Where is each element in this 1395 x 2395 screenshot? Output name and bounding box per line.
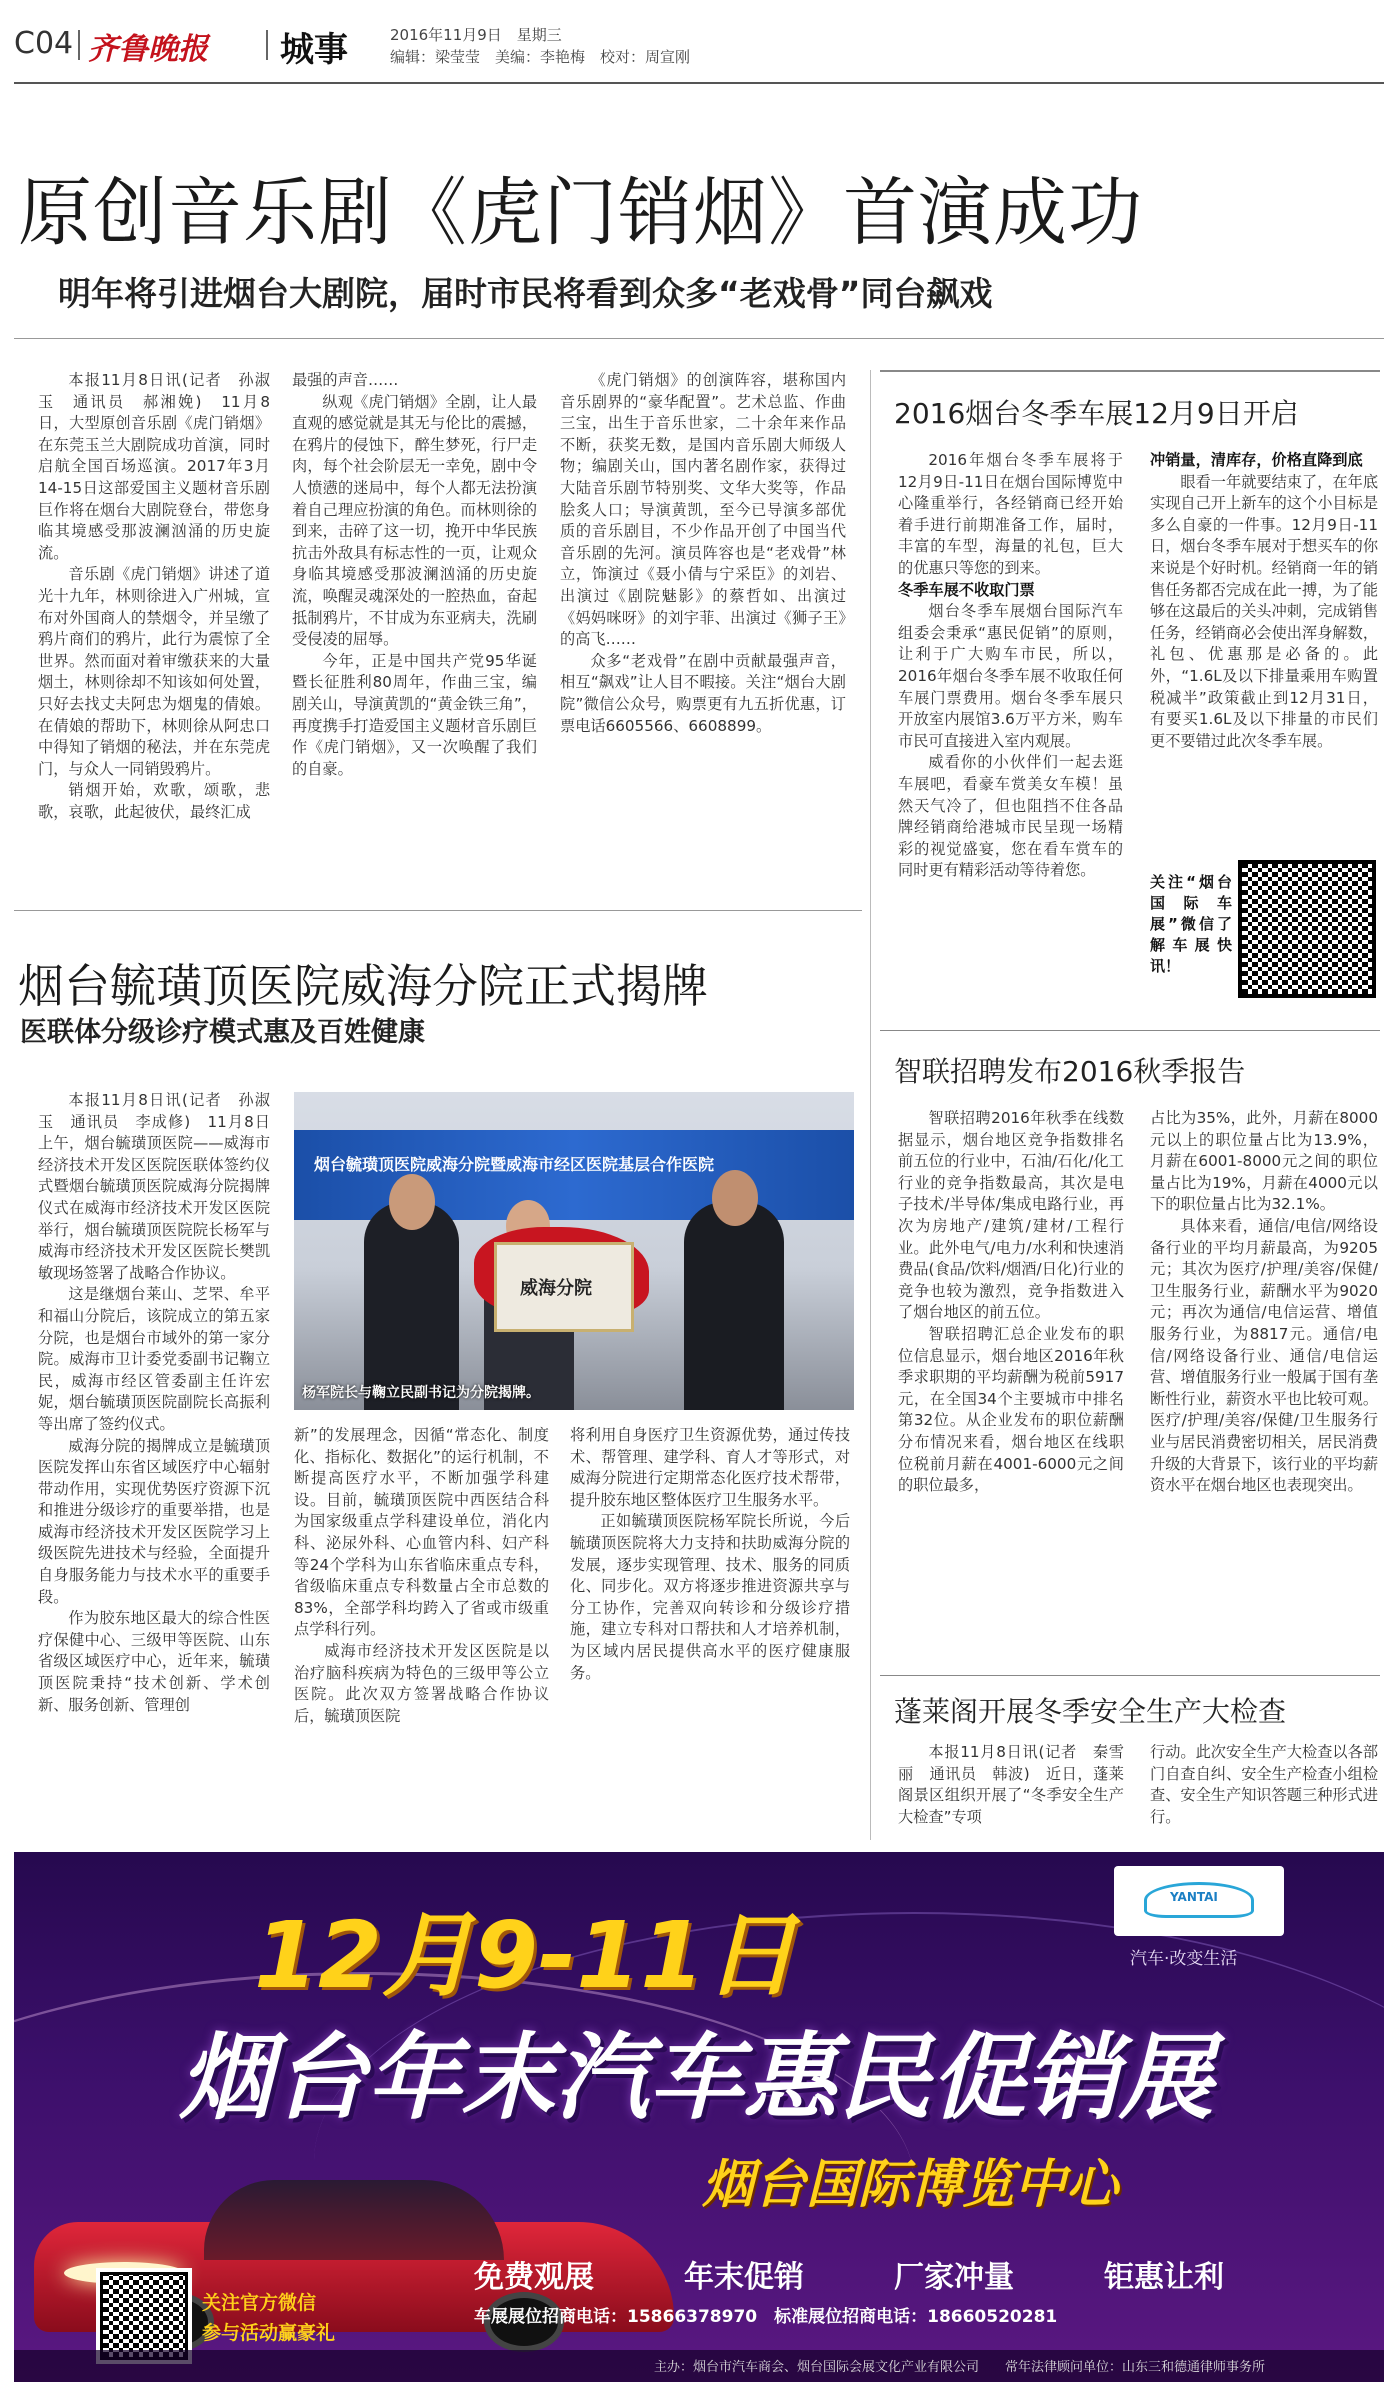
hospital-column-3 <box>570 1425 850 1780</box>
penglai-col1-p1: 本报11月8日讯(记者 秦雪丽 通讯员 韩波) 近日，蓬莱阁景区组织开展了“冬季安全生产大检查”专项 <box>898 1743 1124 1826</box>
lead-rule <box>14 338 1384 339</box>
lead-col1-p2: 音乐剧《虎门销烟》讲述了道光十九年，林则徐进入广州城，宣布对外国商人的禁烟令，并呈缴了鸦片商们的鸦片，此行为震惊了全世界。然而面对着审缴获来的大量烟土，林则徐却不知该如何处置，只好去找丈夫阿忠为烟鬼的倩娘。在倩娘的帮助下，林则徐从阿忠口中得知了销烟的秘法，并在东莞虎门，与众人一同销毁鸦片。 <box>38 565 270 778</box>
zhilian-col1-p1: 智联招聘2016年秋季在线数据显示，烟台地区竞争指数排名前五位的行业中，石油/石化/化工行业的竞争指数最高，其次是电子技术/半导体/集成电路行业，再次为房地产/建筑/建材/工程行业。此外电气/电力/水利和快速消费品(食品/饮料/烟酒/日化)行业的竞争也较为激烈，竞争指数进入了烟台地区的前五位。 <box>898 1109 1124 1322</box>
zhilian-col1-p2: 智联招聘汇总企业发布的职位信息显示，烟台地区2016年秋季求职期的平均薪酬为税前5917元，在全国34个主要城市中排名第32位。从企业发布的职位薪酬分布情况来看，烟台地区在线职位税前月薪在4001-6000元之间的职位最多， <box>898 1324 1124 1495</box>
car-col2-subhead: 冲销量，清库存，价格直降到底 <box>1150 451 1363 469</box>
hosp-col2-p1: 新”的发展理念，因循“常态化、制度化、指标化、数据化”的运行机制，不断提高医疗水平，不断加强学科建设。目前，毓璜顶医院中西医结合科为国家级重点学科建设单位，消化内科、泌尿外科、心血管内科、妇产科等24个学科为山东省临床重点专科，省级临床重点专科数量占全市总数的83%，全部学科均跨入了省或市级重点学科行列。 <box>294 1426 549 1639</box>
person-right-head <box>712 1170 758 1226</box>
hosp-col3-p1: 将利用自身医疗卫生资源优势，通过传技术、帮管理、建学科、育人才等形式，对威海分院进行定期常态化医疗技术帮带，提升胶东地区整体医疗卫生服务水平。 <box>570 1426 850 1509</box>
person-left-head <box>389 1174 435 1230</box>
lead-col2-p2: 纵观《虎门销烟》全剧，让人最直观的感觉就是其无与伦比的震撼，在鸦片的侵蚀下，醉生梦死，行尸走肉，每个社会阶层无一幸免，剧中令人愤懑的迷局中，每个人都无法扮演着自己理应扮演的角色。而林则徐的到来，击碎了这一切，挽开中华民族抗击外敌具有标志性的一页，让观众身临其境感受那波澜汹涌的历史旋流，唤醒灵魂深处的一腔热血，奋起抵制鸦片，不甘成为东亚病夫，洗刷受侵凌的屈辱。 <box>292 392 537 649</box>
hospital-headline: 烟台毓璜顶医院威海分院正式揭牌 <box>18 959 708 1013</box>
car-show-column-2 <box>1150 450 1378 870</box>
issue-date: 2016年11月9日 星期三 <box>390 26 562 44</box>
car-col1-p1: 2016年烟台冬季车展将于12月9日-11日在烟台国际博览中心隆重举行，各经销商已经开始着手进行前期准备工作，届时，丰富的车型，海量的礼包，巨大的优惠只等您的到来。 <box>898 451 1123 577</box>
zhilian-col2-p2: 具体来看，通信/电信/网络设备行业的平均月薪最高，为9205元；其次为医疗/护理/美容/保健/卫生服务行业，薪酬水平为9020元；再次为通信/电信运营、增值服务行业，为8817元。通信/电信/网络设备行业、通信/电信运营、增值服务行业一般属于国有垄断性行业，薪资水平也比较可观。医疗/护理/美容/保健/卫生服务行业与居民消费密切相关，居民消费升级的大背景下，该行业的平均薪资水平在烟台地区也表现突出。 <box>1150 1216 1378 1495</box>
page-header <box>14 18 1384 78</box>
car-col1-subhead: 冬季车展不收取门票 <box>898 580 1035 599</box>
lead-col3-p1: 《虎门销烟》的创演阵容，堪称国内音乐剧界的“豪华配置”。艺术总监、作曲三宝，出生于音乐世家，二十余年来作品不断，获奖无数，是国内音乐剧大师级人物；编剧关山，国内著名剧作家，获得过大陆音乐剧节特别奖、文华大奖等，作品脍炙人口；导演黄凯，至今已导演多部优质的音乐剧目，不少作品开创了中国当代音乐剧的先河。演员阵容也是“老戏骨”林立，饰演过《聂小倩与宁采臣》的刘岩、出演过《剧院魅影》的蔡哲如、出演过《妈妈咪呀》的刘宇菲、出演过《狮子王》的高飞…… <box>560 371 846 649</box>
ad-venue: 烟台国际博览中心 <box>702 2155 1119 2215</box>
ad-phone-line: 车展展位招商电话：15866378970 标准展位招商电话：18660520281 <box>474 2307 1058 2327</box>
zhilian-column-1 <box>898 1108 1124 1668</box>
ad-feature-2: 年末促销 <box>684 2260 804 2295</box>
hospital-subheadline: 医联体分级诊疗模式惠及百姓健康 <box>20 1017 425 1048</box>
header-divider-2 <box>266 30 268 60</box>
ad-qr-note-1: 关注官方微信 <box>202 2292 317 2314</box>
lead-headline: 原创音乐剧《虎门销烟》首演成功 <box>18 170 1143 256</box>
car-show-title: 2016烟台冬季车展12月9日开启 <box>894 397 1299 430</box>
ad-qr-note-2: 参与活动赢豪礼 <box>202 2322 336 2344</box>
car-col1-p2: 烟台冬季车展烟台国际汽车组委会秉承“惠民促销”的原则，让利于广大购车市民，所以，2016年烟台冬季车展不收取任何车展门票费用。烟台冬季车展只开放室内展馆3.6万平方米，购车市民可直接进入室内观展。 <box>898 602 1123 750</box>
car-show-column-1 <box>898 450 1123 1020</box>
hospital-top-rule <box>14 910 862 911</box>
ad-feature-3: 厂家冲量 <box>894 2260 1014 2295</box>
hosp-col1-p1: 本报11月8日讯(记者 孙淑玉 通讯员 李成修) 11月8日上午，烟台毓璜顶医院——威海市经济技术开发区医院医联体签约仪式暨烟台毓璜顶医院威海分院揭牌仪式在威海市经济技术开发区医院举行，烟台毓璜顶医院院长杨军与威海市经济技术开发区医院长樊凯敏现场签署了战略合作协议。 <box>38 1091 270 1282</box>
penglai-column-1 <box>898 1742 1124 1842</box>
ad-footer: 主办：烟台市汽车商会、烟台国际会展文化产业有限公司 常年法律顾问单位：山东三和德通律师事务所 <box>654 2360 1266 2375</box>
hospital-photo <box>294 1092 854 1410</box>
car-windshield <box>204 2180 504 2260</box>
photo-backdrop-banner <box>294 1130 854 1220</box>
header-rule <box>14 82 1384 84</box>
car-expo-advertisement <box>14 1852 1384 2382</box>
ad-slogan: 汽车·改变生活 <box>1130 1949 1238 1969</box>
photo-backdrop-text: 烟台毓璜顶医院威海分院暨威海市经区医院基层合作医院 <box>314 1155 715 1174</box>
staff-credits: 编辑：梁莹莹 美编：李艳梅 校对：周宣刚 <box>390 48 691 66</box>
car-show-top-rule <box>880 370 1380 372</box>
car-show-bottom-rule <box>880 1030 1380 1031</box>
plaque-text: 威海分院 <box>520 1278 592 1299</box>
car-col1-p3: 威看你的小伙伴们一起去逛车展吧，看豪车赏美女车模！虽然天气冷了，但也阻挡不住各品牌经销商给港城市民呈现一场精彩的视觉盛宴，您在看车赏车的同时更有精彩活动等待着您。 <box>898 753 1123 880</box>
car-col2-p1: 眼看一年就要结束了，在年底实现自己开上新车的这个小目标是多么自豪的一件事。12月9日-11日，烟台冬季车展对于想买车的你来说是个好时机。经销商一年的销售任务都否完成在此一搏，为了能够在这最后的关头冲刺，完成销售任务，经销商必会使出浑身解数，礼包、优惠那是必备的。此外，“1.6L及以下排量乘用车购置税减半”政策截止到12月31日，有要买1.6L及以下排量的市民们更不要错过此次冬季车展。 <box>1150 472 1378 750</box>
lead-col3-p2: 众多“老戏骨”在剧中贡献最强声音，相互“飙戏”让人目不暇接。关注“烟台大剧院”微信公众号，购票更有九五折优惠，订票电话6605566、6608899。 <box>560 651 846 735</box>
person-left <box>364 1202 459 1410</box>
ad-feature-list <box>474 2252 1334 2295</box>
lead-col1-p1: 本报11月8日讯(记者 孙淑玉 通讯员 郝湘娩) 11月8日，大型原创音乐剧《虎门销烟》在东莞玉兰大剧院成功首演，同时启航全国百场巡演。2017年3月14-15日这部爱国主义题材音乐剧巨作将在烟台大剧院登台，带您身临其境感受那波澜汹涌的历史旋流。 <box>38 371 270 562</box>
zhilian-column-2 <box>1150 1108 1378 1668</box>
ad-feature-4: 钜惠让利 <box>1104 2260 1224 2295</box>
hosp-col1-p4: 作为胶东地区最大的综合性医疗保健中心、三级甲等医院、山东省级区域医疗中心，近年来，毓璜顶医院秉持“技术创新、学术创新、服务创新、管理创 <box>38 1609 270 1714</box>
lead-column-2 <box>292 370 537 890</box>
lead-col2-p1: 最强的声音…… <box>292 371 399 389</box>
penglai-col2-p1: 行动。此次安全生产大检查以各部门自查自纠、安全生产检查小组检查、安全生产知识答题三种形式进行。 <box>1150 1743 1378 1826</box>
section-name: 城事 <box>280 30 348 70</box>
ad-feature-1: 免费观展 <box>474 2260 594 2295</box>
zhilian-title: 智联招聘发布2016秋季报告 <box>894 1055 1246 1088</box>
ad-headline: 烟台年末汽车惠民促销展 <box>179 2024 1214 2133</box>
car-show-wechat-note: 关注“烟台国际车展”微信了解车展快讯！ <box>1150 873 1232 975</box>
page-column-rule <box>870 370 871 1840</box>
photo-caption: 杨军院长与鞠立民副书记为分院揭牌。 <box>302 1385 540 1401</box>
penglai-title: 蓬莱阁开展冬季安全生产大检查 <box>894 1695 1287 1728</box>
hosp-col3-p2: 正如毓璜顶医院杨军院长所说，今后毓璜顶医院将大力支持和扶助威海分院的发展，逐步实现管理、技术、服务的同质化、同步化。双方将逐步推进资源共享与分工协作，完善双向转诊和分级诊疗措施，建立专科对口帮扶和人才培养机制，为区域内居民提供高水平的医疗健康服务。 <box>570 1512 850 1682</box>
hosp-col1-p2: 这是继烟台莱山、芝罘、牟平和福山分院后，该院成立的第五家分院，也是烟台市域外的第一家分院。威海市卫计委党委副书记鞠立民，威海市经区管委副主任许宏妮，烟台毓璜顶医院副院长高振利等出席了签约仪式。 <box>38 1285 270 1433</box>
lead-col2-p3: 今年，正是中国共产党95华诞暨长征胜利80周年，作曲三宝，编剧关山，导演黄凯的“黄金铁三角”，再度携手打造爱国主义题材音乐剧巨作《虎门销烟》，又一次唤醒了我们的自豪。 <box>292 651 537 778</box>
person-right <box>684 1202 784 1410</box>
zhilian-col2-p1: 占比为35%，此外，月薪在8000元以上的职位量占比为13.9%，月薪在6001-8000元之间的职位量占比为19%，月薪在4000元以下的职位量占比为32.1%。 <box>1150 1109 1378 1214</box>
hospital-column-1 <box>38 1090 270 1780</box>
ad-qr-code <box>100 2272 188 2360</box>
car-show-qr-code <box>1238 860 1376 998</box>
hosp-col1-p3: 威海分院的揭牌成立是毓璜顶医院发挥山东省区域医疗中心辐射带动作用，实现优势医疗资源下沉和推进分级诊疗的重要举措，也是威海市经济技术开发区医院学习上级医院先进技术与经验，全面提升自身服务能力与技术水平的重要手段。 <box>38 1436 270 1606</box>
ad-logo-text: YANTAI <box>1170 1890 1218 1904</box>
page-number: C04 <box>14 26 74 61</box>
paper-logo: 齐鲁晚报 <box>88 32 208 67</box>
lead-column-3 <box>560 370 846 890</box>
lead-col1-p3: 销烟开始，欢歌，颂歌，悲歌，哀歌，此起彼伏，最终汇成 <box>38 781 270 821</box>
ad-date-line: 12月9-11日 <box>254 1902 797 2009</box>
hosp-col2-p2: 威海市经济技术开发区医院是以治疗脑科疾病为特色的三级甲等公立医院。此次双方签署战略合作协议后，毓璜顶医院 <box>294 1641 549 1725</box>
zhilian-bottom-rule <box>880 1675 1380 1676</box>
hospital-column-2 <box>294 1425 549 1780</box>
penglai-column-2 <box>1150 1742 1378 1842</box>
lead-column-1 <box>38 370 270 890</box>
header-divider <box>78 30 80 60</box>
lead-subheadline: 明年将引进烟台大剧院，届时市民将看到众多“老戏骨”同台飙戏 <box>58 274 993 313</box>
